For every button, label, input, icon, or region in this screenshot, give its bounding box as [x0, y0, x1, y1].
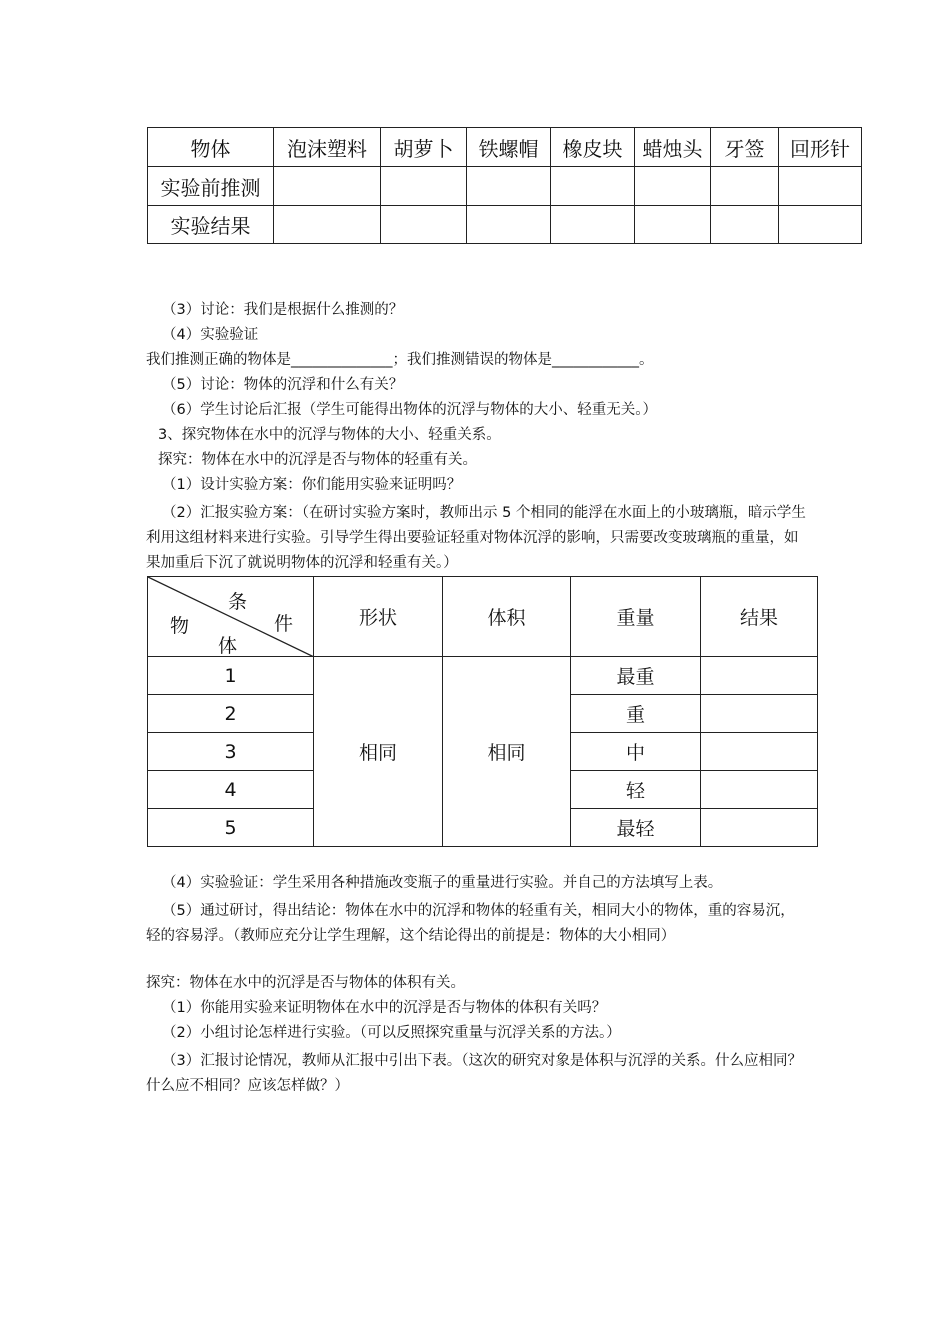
question-3: （3）汇报讨论情况，教师从汇报中引出下表。（这次的研究对象是体积与沉浮的关系。什么应相同？什么应不相同？应该怎样做？） [146, 1053, 802, 1094]
result-cell [701, 733, 818, 771]
header-cell: 牙签 [711, 128, 779, 167]
weight-experiment-table [147, 576, 818, 847]
design-1: （1）设计实验方案：你们能用实验来证明吗？ [162, 477, 462, 493]
header-cell: 胡萝卜 [381, 128, 467, 167]
header-cell: 物体 [148, 128, 274, 167]
weight-value: 最轻 [571, 809, 701, 847]
weight-value: 重 [571, 695, 701, 733]
result-cell [701, 771, 818, 809]
result-cell [701, 657, 818, 695]
object-id: 4 [148, 771, 314, 809]
empty-cell [381, 206, 467, 244]
empty-cell [779, 206, 862, 244]
row-label: 实验结果 [148, 206, 274, 244]
empty-cell [779, 167, 862, 206]
weight-value: 最重 [571, 657, 701, 695]
verification-4: （4）实验验证 [162, 327, 259, 343]
empty-cell [551, 167, 635, 206]
conclusion-5: （5）通过研讨，得出结论：物体在水中的沉浮和物体的轻重有关，相同大小的物体，重的容易沉，轻的容易浮。（教师应充分让学生理解，这个结论得出的前提是：物体的大小相同） [146, 903, 795, 944]
header-cell: 蜡烛头 [635, 128, 711, 167]
discussion-3: （3）讨论：我们是根据什么推测的？ [162, 302, 404, 318]
shape-value: 相同 [314, 657, 443, 847]
object-id: 3 [148, 733, 314, 771]
volume-value: 相同 [443, 657, 571, 847]
empty-cell [635, 167, 711, 206]
report-plan-2: （2）汇报实验方案：（在研讨实验方案时，教师出示 5 个相同的能浮在水面上的小玻璃瓶，暗示学生利用这组材料来进行实验。引导学生得出要验证轻重对物体沉浮的影响，只需要改变玻璃瓶的重量，如果加重后下沉了就说明物体的沉浮和轻重有关。） [146, 505, 806, 571]
empty-cell [635, 206, 711, 244]
question-1: （1）你能用实验来证明物体在水中的沉浮是否与物体的体积有关吗？ [162, 1000, 607, 1016]
header-weight: 重量 [571, 577, 701, 657]
object-id: 1 [148, 657, 314, 695]
weight-value: 轻 [571, 771, 701, 809]
result-cell [701, 809, 818, 847]
empty-cell [274, 167, 381, 206]
question-2: （2）小组讨论怎样进行实验。（可以反照探究重量与沉浮关系的方法。） [162, 1025, 621, 1041]
verification-4b: （4）实验验证：学生采用各种措施改变瓶子的重量进行实验。并自己的方法填写上表。 [162, 875, 723, 891]
header-cell: 泡沫塑料 [274, 128, 381, 167]
weight-value: 中 [571, 733, 701, 771]
header-result: 结果 [701, 577, 818, 657]
corner-top: 条 [228, 591, 248, 613]
header-cell: 铁螺帽 [467, 128, 551, 167]
report-6: （6）学生讨论后汇报（学生可能得出物体的沉浮与物体的大小、轻重无关。） [162, 402, 657, 418]
empty-cell [467, 167, 551, 206]
empty-cell [381, 167, 467, 206]
header-cell: 回形针 [779, 128, 862, 167]
row-label: 实验前推测 [148, 167, 274, 206]
header-shape: 形状 [314, 577, 443, 657]
prediction-table [147, 127, 862, 244]
discussion-5: （5）讨论：物体的沉浮和什么有关？ [162, 377, 404, 393]
corner-bottom: 体 [218, 635, 238, 657]
header-volume: 体积 [443, 577, 571, 657]
explore-volume: 探究：物体在水中的沉浮是否与物体的体积有关。 [146, 975, 465, 991]
object-id: 5 [148, 809, 314, 847]
section-heading-3: 3、探究物体在水中的沉浮与物体的大小、轻重关系。 [158, 427, 501, 443]
empty-cell [711, 167, 779, 206]
empty-cell [551, 206, 635, 244]
corner-left: 物 [170, 615, 190, 637]
object-id: 2 [148, 695, 314, 733]
verification-line: 我们推测正确的物体是______________；我们推测错误的物体是____________。 [146, 352, 654, 368]
empty-cell [711, 206, 779, 244]
header-cell: 橡皮块 [551, 128, 635, 167]
empty-cell [274, 206, 381, 244]
explore-weight: 探究：物体在水中的沉浮是否与物体的轻重有关。 [158, 452, 477, 468]
corner-right: 件 [274, 613, 294, 635]
empty-cell [467, 206, 551, 244]
corner-header [148, 577, 314, 657]
result-cell [701, 695, 818, 733]
